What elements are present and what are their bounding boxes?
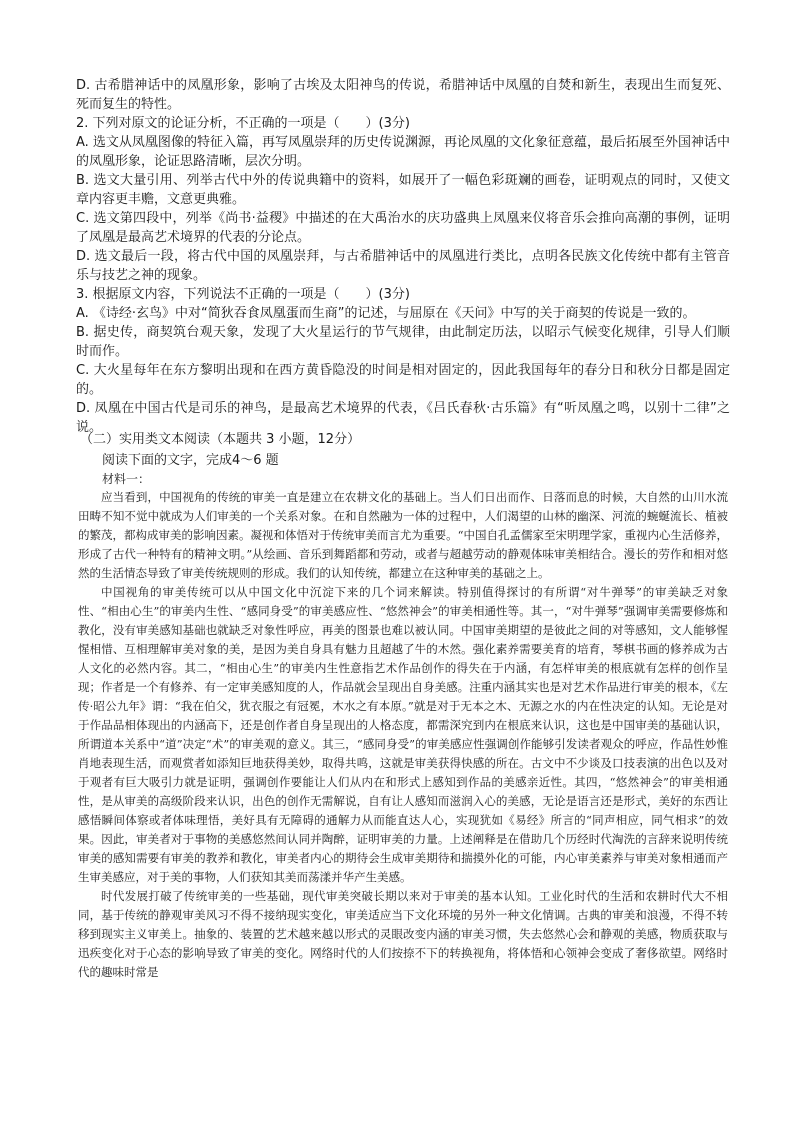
material-label: 材料一： [102, 472, 151, 486]
q2-stem: 2. 下列对原文的论证分析，不正确的一项是（ ）(3分) [76, 116, 410, 131]
q2-option-c: C. 选文第四段中，列举《尚书·益稷》中描述的在大禹治水的庆功盛典上凤凰来仪将音乐会推向高潮的事例，证明了凤凰是最高艺术境界的代表的分论点。 [76, 211, 730, 245]
q3-option-d: D. 凤凰在中国古代是司乐的神鸟，是最高艺术境界的代表，《吕氏春秋·古乐篇》有“听凤凰之鸣，以别十二律”之说。 [76, 401, 730, 435]
material-paragraph: 应当看到，中国视角的传统的审美一直是建立在农耕文化的基础上。当人们日出而作、日落而息的时候，大自然的山川水流田畴不知不觉中就成为人们审美的一个关系对象。在和自然融为一体的过程中，人们渴望的山林的幽深、河流的蜿蜒流长、植被的繁茂，都构成审美的影响因素。凝视和体悟对于传统审美而言尤为重要。“中国自孔孟儒家至宋明理学家，重视内心生活修养，形成了古代一种特有的精神文明。”从绘画、音乐到舞蹈都和劳动，或者与超越劳动的静观体味审美相结合。漫长的劳作和相对悠然的生活情态导致了审美传统规则的形成。我们的认知传统，都建立在这种审美的基础之上。 [78, 490, 728, 580]
material-paragraph: 中国视角的审美传统可以从中国文化中沉淀下来的几个词来解读。特别值得探讨的有所谓“对牛弹琴”的审美缺乏对象性、“相由心生”的审美内生性、“感同身受”的审美感应性、“悠然神会”的审美相通性等。其一，“对牛弹琴”强调审美需要修炼和教化，没有审美感知基础也就缺乏对象性呼应，再美的图景也难以被认同。中国审美期望的是彼此之间的对等感知，文人能够惺惺相惜、互相理解审美对象的美，是因为美自身具有魅力且超越了牛的木然。强化素养需要美育的培育，琴棋书画的修养成为古人文化的必然内容。其二，“相由心生”的审美内生性意指艺术作品创作的得失在于内涵，有怎样审美的根底就有怎样的创作呈现；作者是一个有修养、有一定审美感知度的人，作品就会呈现出自身美感。注重内涵其实也是对艺术作品进行审美的根本，《左传·昭公九年》谓：“我在伯父，犹衣服之有冠冕，木水之有本原。”就是对于无本之木、无源之水的内在性决定的认知。无论是对于作品品相体现出的内涵高下，还是创作者自身呈现出的人格态度，都需深究到内在根底来认识，这也是中国审美的基础认识，所谓道本关系中“道”决定“术”的审美观的意义。其三，“感同身受”的审美感应性强调创作能够引发读者观众的呼应，作品性妙惟肖地表现生活，而观赏者如添知巨地获得美妙，取得共鸣，这就是审美获得快感的所在。古文中不少谈及口技表演的出色以及对于观者有巨大吸引力就是证明，强调创作要能让人们从内在和形式上感知到作品的美感亲近性。其四，“悠然神会”的审美相通性，是从审美的高级阶段来认识，出色的创作无需解说，自有让人感知而滋润入心的美感，无论是语言还是形式，美好的东西让感悟瞬间体察或者体味理悟，美好具有无障碍的通解力从而能直达人心，实现犹如《易经》所言的“同声相应，同气相求”的效果。因此，审美者对于事物的美感悠然间认同并陶醉，证明审美的力量。上述阐释是在借助几个历经时代淘洗的言辞来说明传统审美的感知需要有审美的教养和教化，审美者内心的期待会生成审美期待和揣摸外化的可能，内心审美素养与审美对象相通而产生审美感应，对于美的事物，人们获知其美而荡漾并华产生美感。 [78, 585, 728, 884]
material-paragraph: 时代发展打破了传统审美的一些基础，现代审美突破长期以来对于审美的基本认知。工业化时代的生活和农耕时代大不相同，基于传统的静观审美风习不得不接纳现实变化，审美适应当下文化环境的另外一种文化情调。古典的审美和浪漫，不得不转移到现实主义审美上。抽象的、装置的艺术越来越以形式的灵眼改变内涵的审美习惯，失去悠然心会和静观的美感，物质获取与迅疾变化对于心态的影响导致了审美的变化。网络时代的人们按捺不下的转换视角，将体悟和心领神会变成了奢侈欲望。网络时代的趣味时常是 [78, 889, 728, 979]
q1-option-d: D. 古希腊神话中的凤凰形象，影响了古埃及太阳神鸟的传说，希腊神话中凤凰的自焚和新生，表现出生而复死、死而复生的特性。 [76, 78, 730, 112]
q3-stem: 3. 根据原文内容，下列说法不正确的一项是（ ）(3分) [76, 287, 410, 302]
q3-option-b: B. 据史传，商契筑台观天象，发现了大火星运行的节气规律，由此制定历法，以昭示气候变化规律，引导人们顺时而作。 [76, 325, 730, 359]
question-block [76, 76, 730, 437]
section-title: （二）实用类文本阅读（本题共 3 小题，12分） [80, 432, 361, 447]
q3-option-c: C. 大火星每年在东方黎明出现和在西方黄昏隐没的时间是相对固定的，因此我国每年的春分日和秋分日都是固定的。 [76, 363, 730, 397]
section-instruction: 阅读下面的文字，完成4～6 题 [102, 453, 279, 468]
q2-option-b: B. 选文大量引用、列举古代中外的传说典籍中的资料，如展开了一幅色彩斑斓的画卷，证明观点的同时，又使文章内容更丰赡，文意更典雅。 [76, 173, 730, 207]
q3-option-a: A. 《诗经·玄鸟》中对“简狄吞食凤凰蛋而生商”的记述，与屈原在《天问》中写的关于商契的传说是一致的。 [76, 306, 696, 321]
q2-option-a: A. 选文从凤凰图像的特征入篇，再写凤凰崇拜的历史传说渊源，再论凤凰的文化象征意蕴，最后拓展至外国神话中的凤凰形象，论证思路清晰，层次分明。 [76, 135, 730, 169]
q2-option-d: D. 选文最后一段，将古代中国的凤凰崇拜，与古希腊神话中的凤凰进行类比，点明各民族文化传统中都有主管音乐与技艺之神的现象。 [76, 249, 730, 283]
material-text [78, 488, 728, 982]
